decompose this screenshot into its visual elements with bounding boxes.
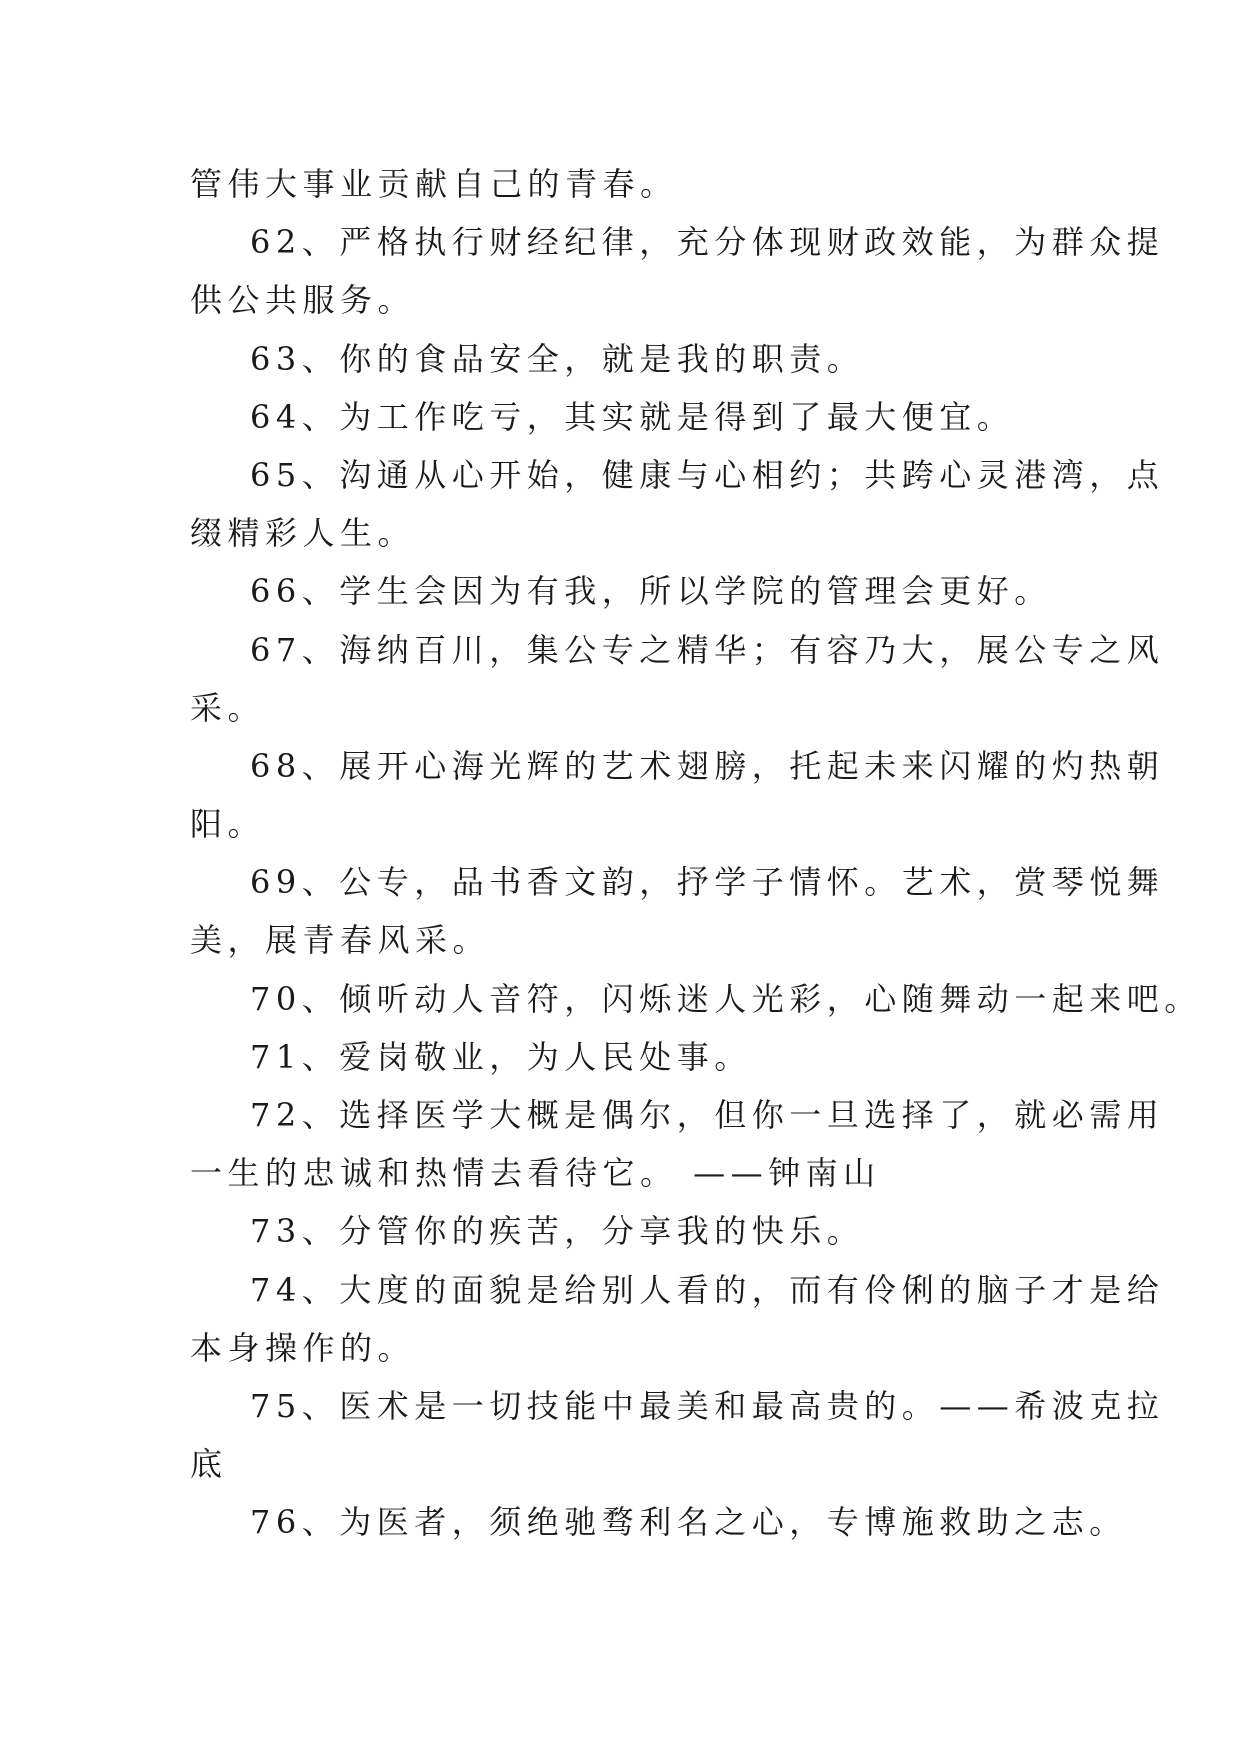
- list-item-66: 66、学生会因为有我，所以学院的管理会更好。: [250, 572, 1052, 611]
- list-item-67: 67、海纳百川，集公专之精华；有容乃大，展公专之风: [250, 630, 1165, 669]
- list-item-75: 75、医术是一切技能中最美和最高贵的。——希波克拉: [250, 1386, 1165, 1425]
- list-item-76: 76、为医者，须绝驰骛利名之心，专博施救助之志。: [250, 1503, 1127, 1542]
- document-body: [190, 155, 1202, 1552]
- text-line: 一生的忠诚和热情去看待它。 ——钟南山: [190, 1154, 881, 1193]
- list-item-74: 74、大度的面貌是给别人看的，而有伶俐的脑子才是给: [250, 1270, 1165, 1309]
- text-line: 底: [190, 1445, 228, 1484]
- list-item-63: 63、你的食品安全，就是我的职责。: [250, 339, 865, 378]
- list-item-70: 70、倾听动人音符，闪烁迷人光彩，心随舞动一起来吧。: [250, 979, 1202, 1018]
- list-item-72: 72、选择医学大概是偶尔，但你一旦选择了，就必需用: [250, 1096, 1165, 1134]
- list-item-64: 64、为工作吃亏，其实就是得到了最大便宜。: [250, 397, 1015, 436]
- text-line: 阳。: [190, 805, 266, 844]
- list-item-62: 62、严格执行财经纪律，充分体现财政效能，为群众提: [250, 223, 1165, 262]
- list-item-68: 68、展开心海光辉的艺术翅膀，托起未来闪耀的灼热朝: [250, 746, 1165, 785]
- text-line: 美，展青春风采。: [190, 921, 491, 960]
- text-line: 缀精彩人生。: [190, 514, 416, 553]
- text-line: 采。: [190, 688, 266, 727]
- list-item-69: 69、公专，品书香文韵，抒学子情怀。艺术，赏琴悦舞: [250, 863, 1165, 902]
- text-line: 管伟大事业贡献自己的青春。: [190, 165, 678, 203]
- text-line: 本身操作的。: [190, 1328, 416, 1367]
- text-line: 供公共服务。: [190, 281, 416, 320]
- list-item-73: 73、分管你的疾苦，分享我的快乐。: [250, 1212, 865, 1251]
- list-item-65: 65、沟通从心开始，健康与心相约；共跨心灵港湾，点: [250, 455, 1165, 494]
- list-item-71: 71、爱岗敬业，为人民处事。: [250, 1037, 752, 1076]
